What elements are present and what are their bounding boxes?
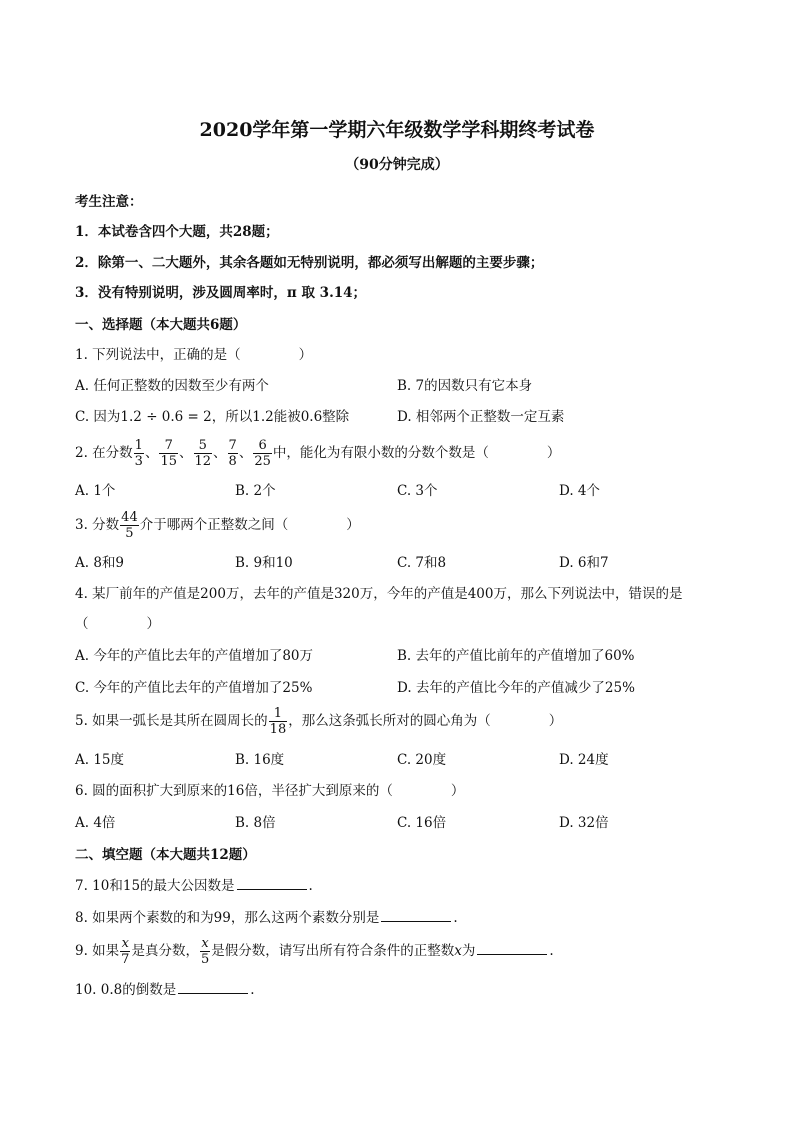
q2-fraction-2: $\frac{7}{15}$ <box>160 438 177 469</box>
q9-fraction-1: $\frac{x}{7}$ <box>121 936 130 967</box>
q5-option-b: B. 16度 <box>235 752 285 768</box>
q2-fraction-5: $\frac{6}{25}$ <box>254 438 271 469</box>
question-2: 2. 在分数 $\frac{1}{3}$ 、 $\frac{7}{15}$ 、 $\frac{5}{12}$ 、 $\frac{7}{8}$ 、 $\frac{6}{25}$ 中，能化为有限小数的分数个数是（ ） <box>75 438 561 469</box>
notice-item-3: 3．没有特别说明，涉及圆周率时，π 取 3.14； <box>75 285 367 301</box>
q2-pre: 2. 在分数 <box>75 445 133 461</box>
notice-item-1: 1．本试卷含四个大题，共28题； <box>75 224 279 240</box>
question-10: 10. 0.8的倒数是 . <box>75 982 255 998</box>
q10-answer-blank <box>178 981 248 994</box>
q2-option-b: B. 2个 <box>235 483 276 499</box>
q7-answer-blank <box>237 877 307 890</box>
question-6: 6. 圆的面积扩大到原来的16倍，半径扩大到原来的（ ） <box>75 783 465 799</box>
q3-option-c: C. 7和8 <box>397 555 447 571</box>
q9-fraction-2: $\frac{x}{5}$ <box>200 936 210 967</box>
question-1 <box>75 346 312 364</box>
question-8: 8. 如果两个素数的和为99，那么这两个素数分别是 . <box>75 910 458 926</box>
q1-option-d: D. 相邻两个正整数一定互素 <box>397 409 565 425</box>
q2-post: 中，能化为有限小数的分数个数是（ <box>272 445 489 461</box>
page-title: 2020学年第一学期六年级数学学科期终考试卷 <box>199 119 595 141</box>
q4-option-a: A. 今年的产值比去年的产值增加了80万 <box>75 648 314 664</box>
question-5: 5. 如果一弧长是其所在圆周长的 $\frac{1}{18}$ ，那么这条弧长所对的圆心角为（ ） <box>75 706 563 737</box>
q5-post: ，那么这条弧长所对的圆心角为（ <box>288 713 491 729</box>
page-subtitle: （90分钟完成） <box>345 157 449 173</box>
q1-option-b: B. 7的因数只有它本身 <box>397 378 533 394</box>
q1-option-a: A. 任何正整数的因数至少有两个 <box>75 378 269 394</box>
q2-fraction-4: $\frac{7}{8}$ <box>228 438 237 469</box>
q3-option-d: D. 6和7 <box>559 555 609 571</box>
q3-post: 介于哪两个正整数之间（ <box>139 517 289 533</box>
q5-option-c: C. 20度 <box>397 752 447 768</box>
q2-option-c: C. 3个 <box>397 483 438 499</box>
notice-item-2: 2．除第一、二大题外，其余各题如无特别说明，都必须写出解题的主要步骤； <box>75 255 544 271</box>
q6-stem: 6. 圆的面积扩大到原来的16倍，半径扩大到原来的（ <box>75 783 393 799</box>
q6-option-c: C. 16倍 <box>397 815 447 831</box>
q1-option-c: C. 因为1.2 ÷ 0.6 = 2，所以1.2能被0.6整除 <box>75 409 350 425</box>
q3-pre: 3. 分数 <box>75 517 120 533</box>
question-4-paren: （ ） <box>75 616 160 632</box>
q1-close: ） <box>298 347 313 363</box>
q6-option-b: B. 8倍 <box>235 815 276 831</box>
q2-fraction-1: $\frac{1}{3}$ <box>134 438 143 469</box>
q5-fraction: $\frac{1}{18}$ <box>269 706 287 737</box>
question-9: 9. 如果 $\frac{x}{7}$ 是真分数， $\frac{x}{5}$ 是假分数，请写出所有符合条件的正整数x为 . <box>75 936 554 967</box>
q2-option-a: A. 1个 <box>75 483 116 499</box>
q4-option-b: B. 去年的产值比前年的产值增加了60% <box>397 648 635 664</box>
question-3: 3. 分数 $\frac{44}{5}$ 介于哪两个正整数之间（ ） <box>75 510 360 541</box>
q3-option-b: B. 9和10 <box>235 555 293 571</box>
q6-option-d: D. 32倍 <box>559 815 609 831</box>
section1-heading: 一、选择题（本大题共6题） <box>75 317 247 333</box>
q8-answer-blank <box>381 909 451 922</box>
section2-heading: 二、填空题（本大题共12题） <box>75 847 256 863</box>
notice-heading: 考生注意： <box>75 194 143 210</box>
q5-pre: 5. 如果一弧长是其所在圆周长的 <box>75 713 268 729</box>
q1-stem: 1. 下列说法中，正确的是（ <box>75 347 241 363</box>
q6-option-a: A. 4倍 <box>75 815 116 831</box>
q2-fraction-3: $\frac{5}{12}$ <box>194 438 212 469</box>
q3-option-a: A. 8和9 <box>75 555 125 571</box>
q2-option-d: D. 4个 <box>559 483 601 499</box>
q3-fraction: $\frac{44}{5}$ <box>121 510 138 541</box>
q5-option-a: A. 15度 <box>75 752 125 768</box>
q4-option-d: D. 去年的产值比今年的产值减少了25% <box>397 680 635 696</box>
q9-answer-blank <box>477 942 547 955</box>
question-7: 7. 10和15的最大公因数是 . <box>75 878 313 894</box>
q5-option-d: D. 24度 <box>559 752 609 768</box>
question-4-stem: 4. 某厂前年的产值是200万，去年的产值是320万，今年的产值是400万，那么下列说法中，错误的是 <box>75 586 683 602</box>
q4-option-c: C. 今年的产值比去年的产值增加了25% <box>75 680 313 696</box>
